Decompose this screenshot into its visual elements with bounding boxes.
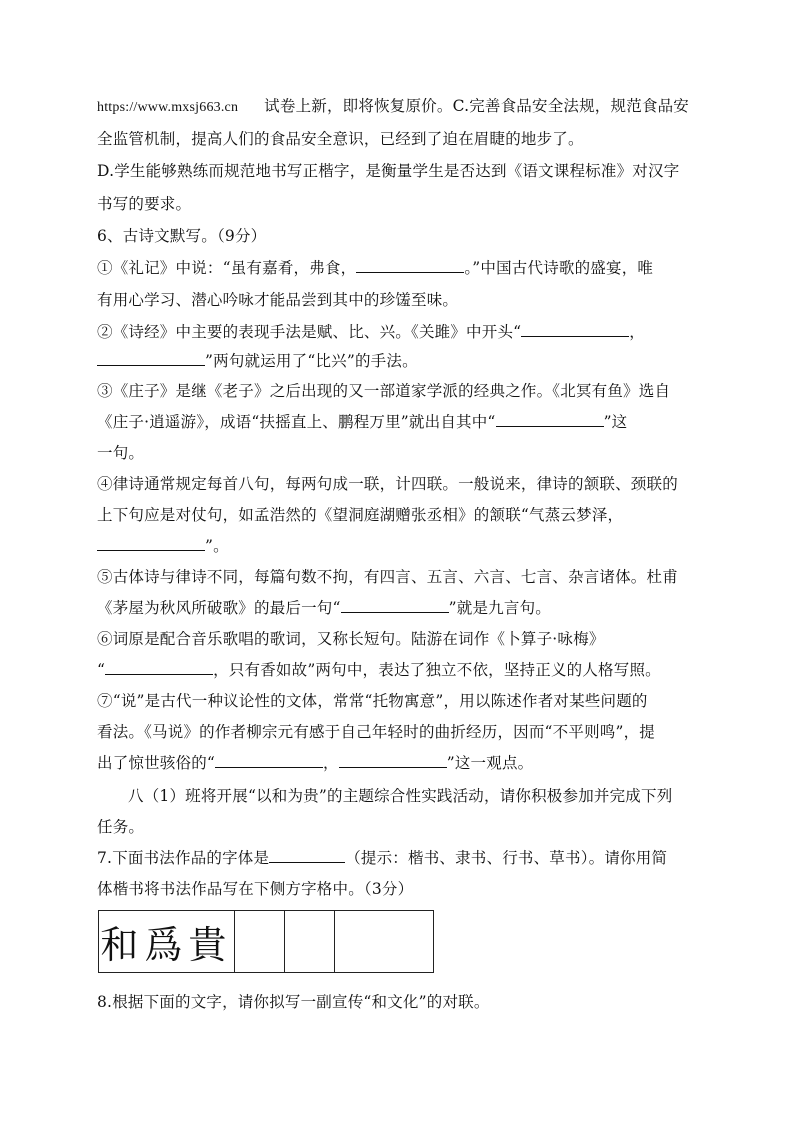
text-line: 有用心学习、潜心吟咏才能品尝到其中的珍馐至味。 [97, 291, 459, 309]
text-line: 《庄子·逍遥游》，成语“扶摇直上、鹏程万里”就出自其中“ ”这 [97, 413, 628, 431]
answer-blank[interactable] [339, 753, 447, 768]
text-line: 上下句应是对仗句，如孟浩然的《望洞庭湖赠张丞相》的颔联“气蒸云梦泽， [97, 506, 624, 524]
question-7: 7.下面书法作品的字体是 （提示：楷书、隶书、行书、草书）。请你用简 [97, 849, 668, 867]
text-line: 出了惊世骇俗的“ ， ”这一观点。 [97, 754, 534, 772]
answer-blank[interactable] [356, 258, 464, 273]
section-intro: 八（1）班将开展“以和为贵”的主题综合性实践活动，请你积极参加并完成下列 [128, 787, 673, 805]
text-line: 一句。 [97, 444, 145, 462]
text-line: 看法。《马说》的作者柳宗元有感于自己年轻时的曲折经历，因而“不平则鸣”，提 [97, 723, 656, 741]
text-line: ⑤古体诗与律诗不同，每篇句数不拘，有四言、五言、六言、七言、杂言诸体。杜甫 [97, 568, 678, 586]
calligraphy-artwork: 和爲貴 [99, 911, 235, 972]
answer-blank[interactable] [97, 536, 205, 551]
text-line: ④律诗通常规定每首八句，每两句成一联，计四联。一般说来，律诗的颔联、颈联的 [97, 475, 678, 493]
answer-blank[interactable] [341, 598, 449, 613]
writing-cell[interactable] [285, 911, 335, 972]
answer-blank[interactable] [521, 322, 629, 337]
text-line: ⑦“说”是古代一种议论性的文体，常常“托物寓意”，用以陈述作者对某些问题的 [97, 692, 648, 710]
answer-blank[interactable] [105, 660, 213, 675]
text-line: ②《诗经》中主要的表现手法是赋、比、兴。《关雎》中开头“ ， [97, 323, 645, 341]
answer-blank[interactable] [97, 351, 205, 366]
text-line: “ ，只有香如故”两句中，表达了独立不依，坚持正义的人格写照。 [97, 661, 661, 679]
text-line: 《茅屋为秋风所破歌》的最后一句“ ”就是九言句。 [97, 599, 551, 617]
text-line: ①《礼记》中说：“虽有嘉肴，弗食， 。”中国古代诗歌的盛宴，唯 [97, 259, 654, 277]
calligraphy-grid [98, 910, 434, 973]
writing-cell[interactable] [235, 911, 285, 972]
watermark-url: https://www.mxsj663.cn [97, 100, 239, 115]
question-8: 8.根据下面的文字，请你拟写一副宣传“和文化”的对联。 [97, 993, 490, 1011]
text-line: 全监管机制，提高人们的食品安全意识，已经到了迫在眉睫的地步了。 [97, 130, 584, 148]
text-line: D.学生能够熟练而规范地书写正楷字，是衡量学生是否达到《语文课程标准》对汉字 [97, 162, 680, 180]
writing-cell[interactable] [335, 911, 433, 972]
text-line: ”。 [97, 536, 697, 556]
text-line: ”两句就运用了“比兴”的手法。 [97, 351, 697, 371]
text-line: 书写的要求。 [97, 195, 192, 213]
text-line: 任务。 [97, 818, 145, 836]
text-line: https://www.mxsj663.cn 试卷上新，即将恢复原价。C.完善食品安全法规，规范食品安 [97, 97, 690, 115]
question-6-title: 6、古诗文默写。（9分） [97, 227, 267, 245]
text-line: 体楷书将书法作品写在下侧方字格中。（3分） [97, 880, 414, 898]
answer-blank[interactable] [269, 848, 345, 863]
answer-blank[interactable] [496, 412, 604, 427]
answer-blank[interactable] [215, 753, 323, 768]
text-line: ⑥词原是配合音乐歌唱的歌词，又称长短句。陆游在词作《卜算子·咏梅》 [97, 630, 605, 648]
text-line: ③《庄子》是继《老子》之后出现的又一部道家学派的经典之作。《北冥有鱼》选自 [97, 382, 671, 400]
